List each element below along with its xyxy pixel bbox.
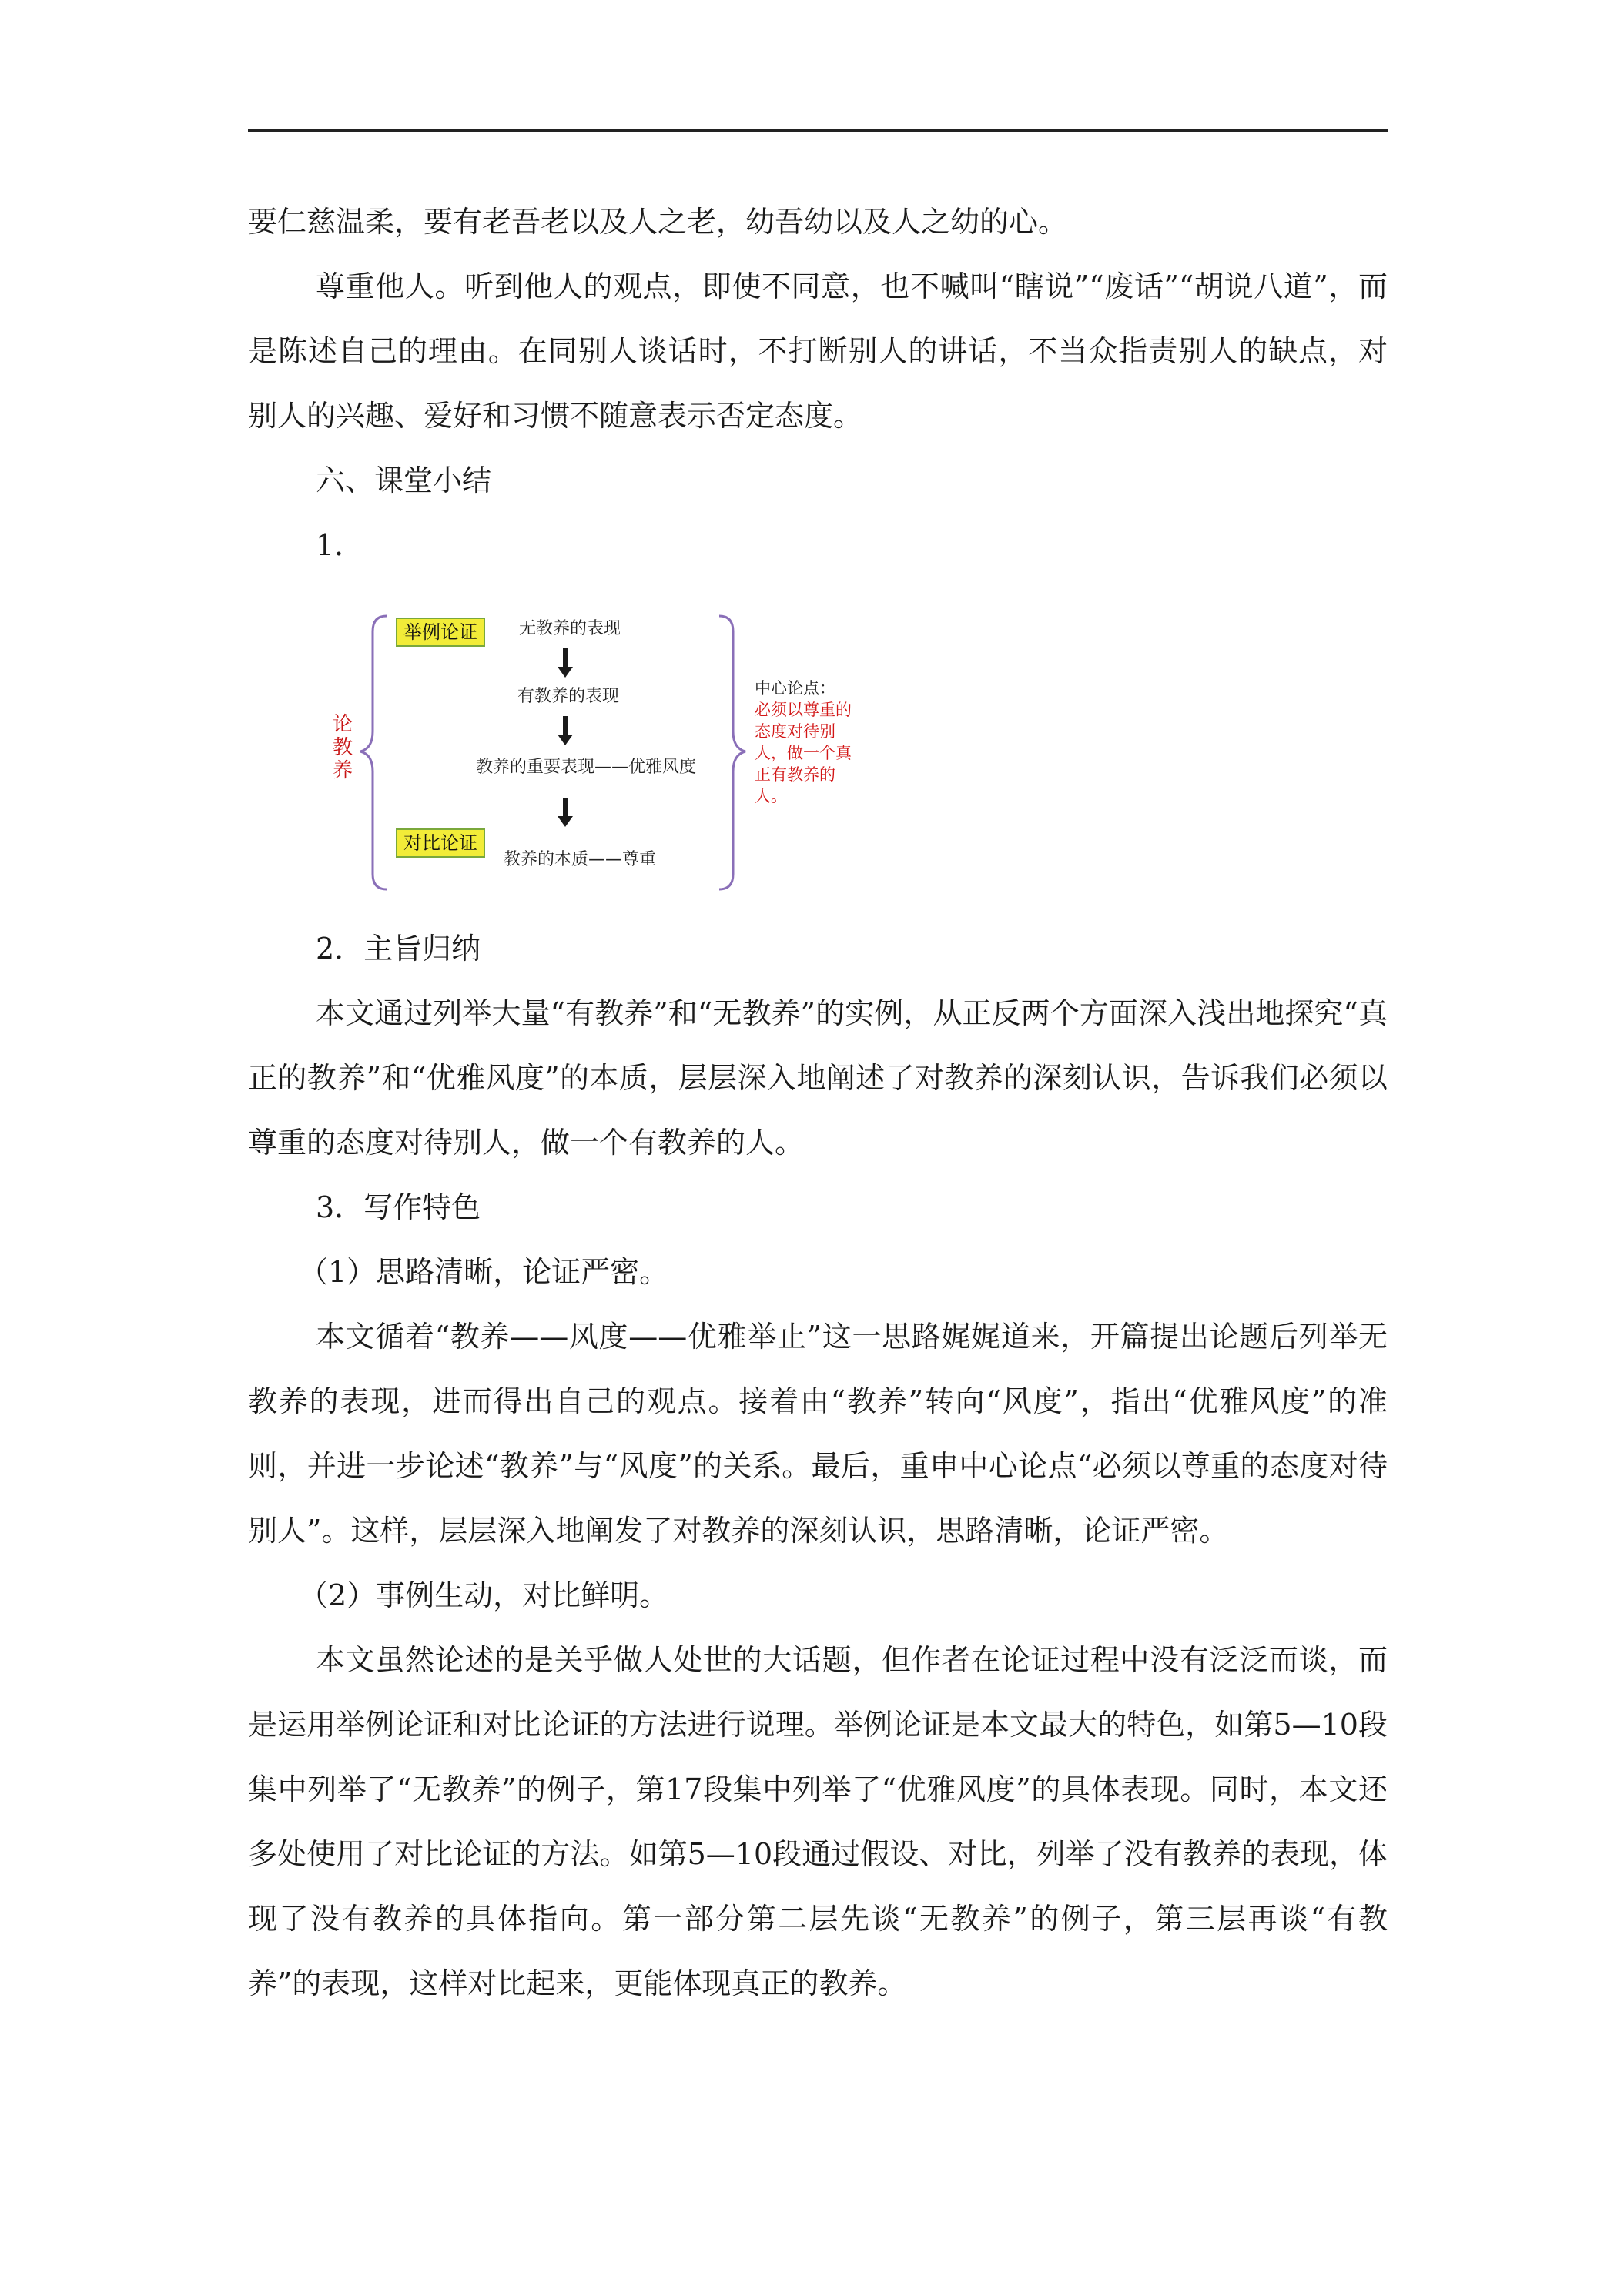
subheading: （1）思路清晰，论证严密。	[299, 1255, 669, 1289]
summary-diagram	[248, 577, 1388, 916]
paragraph: 本文循着“教养——风度——优雅举止”这一思路娓娓道来，开篇提出论题后列举无教养的表现，进而得出自己的观点。接着由“教养”转向“风度”，指出“优雅风度”的准则，并进一步论述“教养”与“风度”的关系。最后，重申中心论点“必须以尊重的态度对待别人”。这样，层层深入地阐发了对教养的深刻认识，思路清晰，论证严密。	[248, 1320, 1388, 1548]
tag-example-argument: 举例论证	[396, 618, 485, 647]
header-rule	[248, 129, 1388, 132]
node-grace: 教养的重要表现——优雅风度	[476, 758, 697, 777]
paragraph: 要仁慈温柔，要有老吾老以及人之老，幼吾幼以及人之幼的心。	[248, 205, 1068, 239]
paragraph: 本文虽然论述的是关乎做人处世的大话题，但作者在论证过程中没有泛泛而谈，而是运用举例论证和对比论证的方法进行说理。举例论证是本文最大的特色，如第5—10段集中列举了“无教养”的例子，第17段集中列举了“优雅风度”的具体表现。同时，本文还多处使用了对比论证的方法。如第5—10段通过假设、对比，列举了没有教养的表现，体现了没有教养的具体指向。第一部分第二层先谈“无教养”的例子，第三层再谈“有教养”的表现，这样对比起来，更能体现真正的教养。	[248, 1643, 1388, 2000]
document-body	[248, 189, 1388, 2016]
arrow-down-icon	[558, 798, 573, 827]
diagram-side-title: 论教养	[332, 713, 353, 782]
node-no-manners: 无教养的表现	[519, 619, 621, 638]
central-argument-heading: 中心论点：	[755, 679, 835, 698]
right-brace	[719, 616, 745, 889]
arrow-down-icon	[558, 648, 573, 678]
list-number: 1．	[316, 528, 364, 562]
subheading: （2）事例生动，对比鲜明。	[299, 1578, 669, 1612]
central-argument	[755, 678, 862, 807]
node-essence: 教养的本质——尊重	[504, 850, 657, 869]
arrow-down-icon	[558, 716, 573, 745]
paragraph: 尊重他人。听到他人的观点，即使不同意，也不喊叫“瞎说”“废话”“胡说八道”，而是陈述自己的理由。在同别人谈话时，不打断别人的讲话，不当众指责别人的缺点，对别人的兴趣、爱好和习惯不随意表示否定态度。	[248, 269, 1388, 433]
left-brace	[360, 616, 387, 889]
tag-contrast-argument: 对比论证	[396, 828, 485, 858]
list-number: 3．写作特色	[316, 1190, 481, 1224]
central-argument-text: 必须以尊重的态度对待别人，做一个真正有教养的人。	[755, 701, 852, 805]
paragraph: 本文通过列举大量“有教养”和“无教养”的实例，从正反两个方面深入浅出地探究“真正的教养”和“优雅风度”的本质，层层深入地阐述了对教养的深刻认识，告诉我们必须以尊重的态度对待别人，做一个有教养的人。	[248, 996, 1388, 1160]
node-has-manners: 有教养的表现	[517, 687, 620, 706]
section-heading: 六、课堂小结	[316, 464, 492, 497]
list-number: 2．主旨归纳	[316, 932, 481, 966]
